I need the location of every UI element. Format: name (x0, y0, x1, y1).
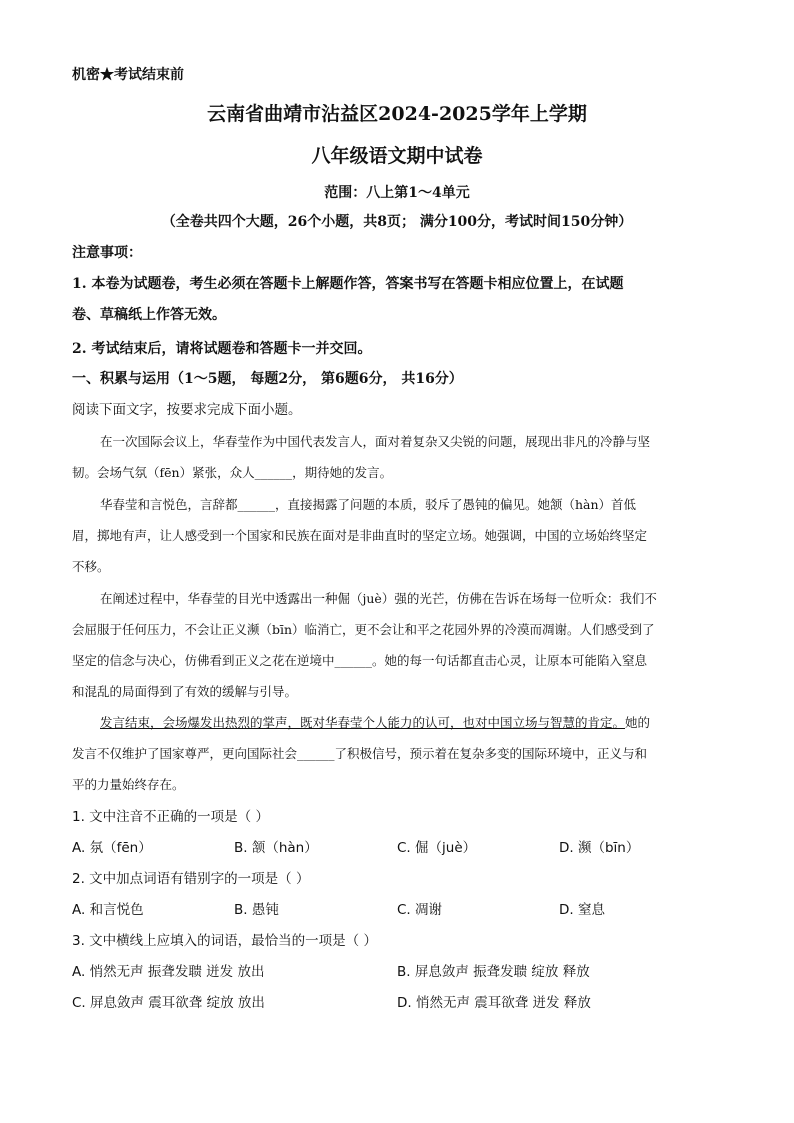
exam-subtitle: 八年级语文期中试卷 (311, 145, 483, 167)
question-3-option-d: D. 悄然无声 震耳欲聋 迸发 释放 (397, 995, 591, 1011)
question-3-option-a: A. 悄然无声 振聋发聩 迸发 放出 (72, 964, 265, 980)
question-2-option-a: A. 和言悦色 (72, 902, 144, 918)
passage-p3-line-1: 在阐述过程中，华春莹的目光中透露出一种倔（juè）强的光芒，仿佛在告诉在场每一位听众：我们不 (100, 591, 657, 606)
question-1-option-b: B. 颔（hàn） (234, 840, 318, 856)
passage-p3-line-2: 会屈服于任何压力，不会让正义濒（bīn）临消亡，更不会让和平之花园外界的冷漠而凋谢。人们感受到了 (72, 622, 655, 637)
passage-p2-line-2: 眉，掷地有声，让人感受到一个国家和民族在面对是非曲直时的坚定立场。她强调，中国的立场始终坚定 (72, 528, 648, 543)
confidential-label: 机密★考试结束前 (72, 67, 184, 83)
section-1-heading: 一、积累与运用（1～5题， 每题2分， 第6题6分， 共16分） (72, 371, 463, 387)
notes-heading: 注意事项： (72, 245, 142, 261)
note-2: 2. 考试结束后，请将试题卷和答题卡一并交回。 (72, 341, 372, 357)
question-3-stem: 3. 文中横线上应填入的词语，最恰当的一项是（ ） (72, 933, 377, 949)
passage-p4-line-3: 平的力量始终存在。 (72, 777, 185, 792)
passage-p1-line-2: 韧。会场气氛（fēn）紧张，众人______，期待她的发言。 (72, 465, 393, 480)
question-2-option-c: C. 凋谢 (397, 902, 443, 918)
question-3-option-b: B. 屏息敛声 振聋发聩 绽放 释放 (397, 964, 590, 980)
question-1-option-a: A. 氛（fēn） (72, 840, 152, 856)
passage-p2-line-1: 华春莹和言悦色，言辞都______，直接揭露了问题的本质，驳斥了愚钝的偏见。她颔（hàn）首低 (100, 497, 637, 512)
note-1-line-2: 卷、草稿纸上作答无效。 (72, 307, 226, 323)
passage-p4-line-2: 发言不仅维护了国家尊严，更向国际社会______了积极信号，预示着在复杂多变的国际环境中，正义与和 (72, 746, 648, 761)
question-2-option-b: B. 愚钝 (234, 902, 279, 918)
question-3-option-c: C. 屏息敛声 震耳欲聋 绽放 放出 (72, 995, 265, 1011)
passage-p1-line-1: 在一次国际会议上，华春莹作为中国代表发言人，面对着复杂又尖锐的问题，展现出非凡的冷静与坚 (100, 434, 651, 449)
question-2-option-d: D. 窒息 (559, 902, 605, 918)
passage-p3-line-4: 和混乱的局面得到了有效的缓解与引导。 (72, 684, 298, 699)
exam-info: （全卷共四个大题，26个小题，共8页； 满分100分，考试时间150分钟） (161, 214, 633, 230)
note-1-line-1: 1. 本卷为试题卷，考生必须在答题卡上解题作答，答案书写在答题卡相应位置上，在试题 (72, 276, 624, 292)
question-1-option-c: C. 倔（juè） (397, 840, 477, 856)
passage-p2-line-3: 不移。 (72, 559, 110, 574)
exam-scope: 范围：八上第1～4单元 (324, 185, 470, 201)
exam-title: 云南省曲靖市沾益区2024-2025学年上学期 (207, 103, 587, 125)
underlined-sentence: 发言结束，会场爆发出热烈的掌声，既对华春莹个人能力的认可，也对中国立场与智慧的肯定。 (100, 715, 626, 730)
question-1-option-d: D. 濒（bīn） (559, 840, 640, 856)
passage-p4-line-1 (100, 714, 650, 732)
passage-p4-line-1-rest: 她的 (625, 715, 651, 730)
reading-instruction: 阅读下面文字，按要求完成下面小题。 (72, 402, 302, 418)
passage-p3-line-3: 坚定的信念与决心，仿佛看到正义之花在逆境中______。她的每一句话都直击心灵，让原本可能陷入窒息 (72, 653, 648, 668)
question-1-stem: 1. 文中注音不正确的一项是（ ） (72, 809, 269, 825)
question-2-stem: 2. 文中加点词语有错别字的一项是（ ） (72, 871, 310, 887)
